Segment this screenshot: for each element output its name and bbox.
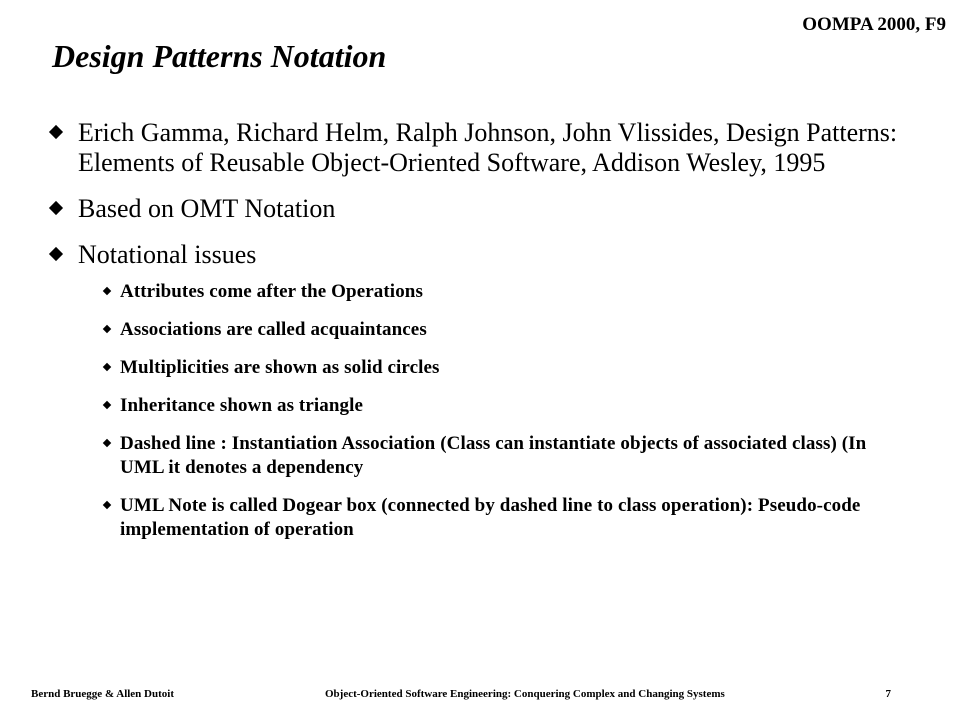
- sub-bullet-item: [80, 494, 908, 542]
- small-diamond-bullet-icon: [103, 401, 111, 409]
- bullet-text: Notational issues: [78, 240, 257, 269]
- sub-bullet-item: [80, 280, 908, 304]
- sub-bullet-item: [80, 318, 908, 342]
- sub-bullet-item: [80, 356, 908, 380]
- bullet-item-omt: [48, 194, 908, 224]
- bullet-text: Erich Gamma, Richard Helm, Ralph Johnson, John Vlissides, Design Patterns: Elements of Reusable Object-Oriented Software, Addison Wesley, 1995: [78, 118, 898, 177]
- small-diamond-bullet-icon: [103, 287, 111, 295]
- bullet-text: Based on OMT Notation: [78, 194, 336, 223]
- small-diamond-bullet-icon: [103, 363, 111, 371]
- diamond-bullet-icon: [49, 125, 63, 139]
- sub-bullet-text: Attributes come after the Operations: [120, 281, 423, 302]
- diamond-bullet-icon: [49, 201, 63, 215]
- sub-bullet-list: [78, 280, 908, 542]
- sub-bullet-text: Dashed line : Instantiation Association (Class can instantiate objects of associated class) (In UML it denotes a dependency: [120, 433, 867, 478]
- sub-bullet-item: [80, 394, 908, 418]
- footer-authors: Bernd Bruegge & Allen Dutoit: [31, 688, 174, 700]
- bullet-item-reference: [48, 118, 908, 178]
- course-tag: OOMPA 2000, F9: [802, 14, 946, 35]
- bullet-item-notational-issues: [48, 240, 908, 542]
- small-diamond-bullet-icon: [103, 439, 111, 447]
- sub-bullet-text: UML Note is called Dogear box (connected by dashed line to class operation): Pseudo-code implementation of operation: [120, 495, 861, 540]
- small-diamond-bullet-icon: [103, 325, 111, 333]
- sub-bullet-text: Multiplicities are shown as solid circles: [120, 357, 440, 378]
- footer-book-title: Object-Oriented Software Engineering: Conquering Complex and Changing Systems: [325, 688, 725, 700]
- sub-bullet-item: [80, 432, 908, 480]
- diamond-bullet-icon: [49, 247, 63, 261]
- small-diamond-bullet-icon: [103, 501, 111, 509]
- bullet-list: [48, 118, 908, 558]
- sub-bullet-text: Associations are called acquaintances: [120, 319, 427, 340]
- page-number: 7: [885, 688, 891, 700]
- slide-title: Design Patterns Notation: [52, 38, 387, 74]
- sub-bullet-text: Inheritance shown as triangle: [120, 395, 364, 416]
